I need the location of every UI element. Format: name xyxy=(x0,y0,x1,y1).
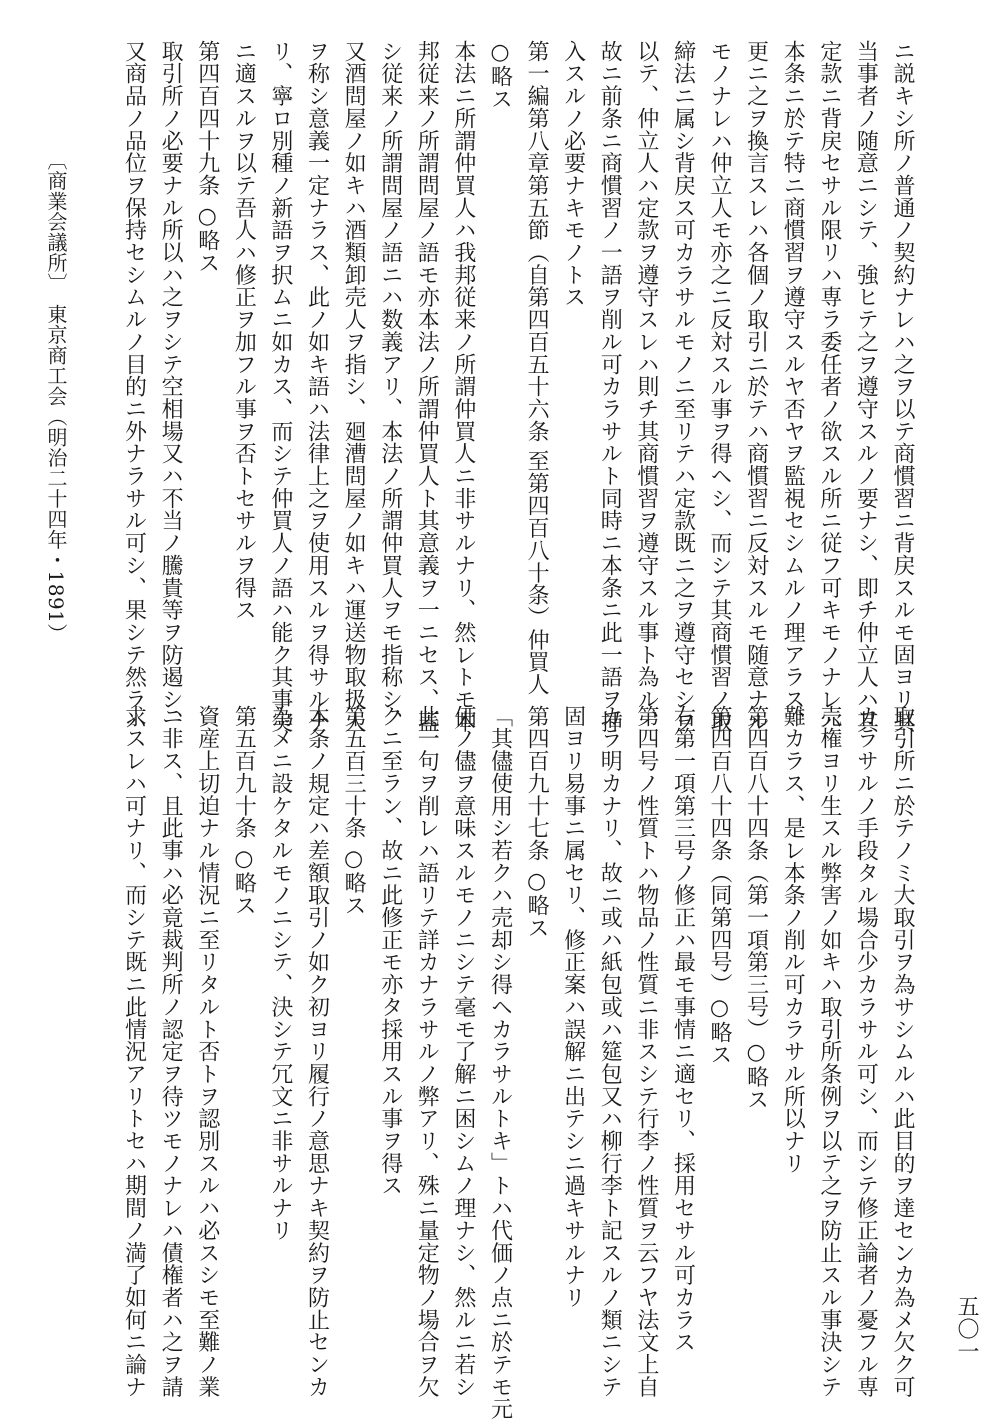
text-line: リ、寧ロ別種ノ新語ヲ択ムニ如カス、而シテ仲買人ノ語ハ能ク其事実 xyxy=(267,40,293,733)
text-line: 為メニ設ケタルモノニシテ、決シテ冗文ニ非サルナリ xyxy=(267,705,293,1242)
text-line: 第四百八十四条（第一項第三号）○略ス xyxy=(743,705,769,1111)
text-line: ニ非ス、且此事ハ必竟裁判所ノ認定ヲ待ツモノナレハ債権者ハ之ヲ請 xyxy=(158,705,184,1398)
text-line: クニ至ラン、故ニ此修正モ亦タ採用スル事ヲ得ス xyxy=(377,705,403,1197)
text-line: 価ノ儘ヲ意味スルモノニシテ毫モ了解ニ困シムノ理ナシ、然ルニ若シ xyxy=(450,705,476,1398)
text-line: 難カラス、是レ本条ノ削ル可カラサル所以ナリ xyxy=(780,705,806,1175)
text-line: 第五百三十条 ○略ス xyxy=(341,705,367,917)
text-line: 第五百九十条 ○略ス xyxy=(231,705,257,917)
text-line: 定款ニ背戻セサル限リハ専ラ委任者ノ欲スル所ニ従フ可キモノナレハ xyxy=(816,40,842,733)
text-line: 又商品ノ品位ヲ保持セシムルノ目的ニ外ナラサル可シ、果シテ然ラハ xyxy=(121,40,147,733)
text-line: 第四号ノ性質トハ物品ノ性質ニ非スシテ行李ノ性質ヲ云フヤ法文上自 xyxy=(633,705,659,1398)
text-line: カラ明カナリ、故ニ或ハ紙包或ハ筵包又ハ柳行李ト記スルノ類ニシテ xyxy=(597,705,623,1398)
running-head: 〔商業会議所〕 東京商工会（明治二十四年・1891） xyxy=(44,150,68,644)
text-line: モノナレハ仲立人モ亦之ニ反対スル事ヲ得ヘシ、而シテ其商慣習ノ取 xyxy=(707,40,733,733)
upper-text-block xyxy=(60,40,920,733)
text-line: 本条ノ規定ハ差額取引ノ如ク初ヨリ履行ノ意思ナキ契約ヲ防止センカ xyxy=(304,705,330,1398)
text-line: ニ適スルヲ以テ吾人ハ修正ヲ加フル事ヲ否トセサルヲ得ス xyxy=(231,40,257,622)
text-line: 第四百四十九条 ○略ス xyxy=(194,40,220,274)
lower-text-block xyxy=(60,705,920,1420)
text-line: 故ニ前条ニ商慣習ノ一語ヲ削ル可カラサルト同時ニ本条ニ此一語ヲ挿 xyxy=(597,40,623,733)
page-number: 五〇一 xyxy=(954,1295,979,1363)
text-line: 又酒問屋ノ如キハ酒類卸売人ヲ指シ、廻漕問屋ノ如キハ運送物取扱人 xyxy=(341,40,367,733)
text-line: 第四百八十四条（同第四号）○略ス xyxy=(707,705,733,1066)
text-line: 邦従来ノ所謂問屋ノ語モ亦本法ノ所謂仲買人ト其意義ヲ一ニセス、蓋 xyxy=(414,40,440,733)
text-line: 売権ヨリ生スル弊害ノ如キハ取引所条例ヲ以テ之ヲ防止スル事決シテ xyxy=(816,705,842,1398)
text-line: 更ニ之ヲ換言スレハ各個ノ取引ニ於テハ商慣習ニ反対スルモ随意ナル xyxy=(743,40,769,733)
text-line: ヲ称シ意義一定ナラス、此ノ如キ語ハ法律上之ヲ使用スルヲ得サルナ xyxy=(304,40,330,733)
text-line: ニ説キシ所ノ普通ノ契約ナレハ之ヲ以テ商慣習ニ背戻スルモ固ヨリ其 xyxy=(890,40,915,733)
text-line: 当事者ノ随意ニシテ、強ヒテ之ヲ遵守スルノ要ナシ、即チ仲立人ハ其 xyxy=(853,40,879,733)
text-line: 締法ニ属シ背戻ス可カラサルモノニ至リテハ定款既ニ之ヲ遵守セシヲ xyxy=(670,40,696,733)
text-line: 以テ、仲立人ハ定款ヲ遵守スレハ則チ其商慣習ヲ遵守スル事ト為ル、 xyxy=(633,40,659,733)
text-line: 此一句ヲ削レハ語リテ詳カナラサルノ弊アリ、殊ニ量定物ノ場合ヲ欠 xyxy=(414,705,440,1398)
text-line: シ従来ノ所謂問屋ノ語ニハ数義アリ、本法ノ所謂仲買人ヲモ指称シ、 xyxy=(377,40,403,733)
text-line: カラサルノ手段タル場合少カラサル可シ、而シテ修正論者ノ憂フル専 xyxy=(853,705,879,1398)
text-line: 求スレハ可ナリ、而シテ既ニ此情況アリトセハ期間ノ満了如何ニ論ナ xyxy=(121,705,147,1398)
text-line: 本条ニ於テ特ニ商慣習ヲ遵守スルヤ否ヤヲ監視セシムルノ理アラス、 xyxy=(780,40,806,733)
text-line: 本法ニ所謂仲買人ハ我邦従来ノ所謂仲買人ニ非サルナリ、然レトモ本 xyxy=(450,40,476,733)
text-line: 取引所ニ於テノミ大取引ヲ為サシムルハ此目的ヲ達センカ為メ欠ク可 xyxy=(890,705,915,1398)
text-line: 第一編第八章第五節（自第四百五十六条 至第四百八十条）仲買人 xyxy=(524,40,550,696)
text-line: 右第一項第三号ノ修正ハ最モ事情ニ適セリ、採用セサル可カラス xyxy=(670,705,696,1354)
text-line: 入スルノ必要ナキモノトス xyxy=(560,40,586,309)
text-line: ○略ス xyxy=(487,40,513,111)
text-line: 第四百九十七条 ○略ス xyxy=(524,705,550,939)
text-line: 資産上切迫ナル情況ニ至リタルト否トヲ認別スルハ必スシモ至難ノ業 xyxy=(194,705,220,1398)
text-line: 取引所ノ必要ナル所以ハ之ヲシテ空相場又ハ不当ノ騰貴等ヲ防遏シ、 xyxy=(158,40,184,733)
text-line: 固ヨリ易事ニ属セリ、修正案ハ誤解ニ出テシニ過キサルナリ xyxy=(560,705,586,1309)
text-line: 「其儘使用シ若クハ売却シ得ヘカラサルトキ」トハ代価ノ点ニ於テモ元 xyxy=(487,705,513,1420)
